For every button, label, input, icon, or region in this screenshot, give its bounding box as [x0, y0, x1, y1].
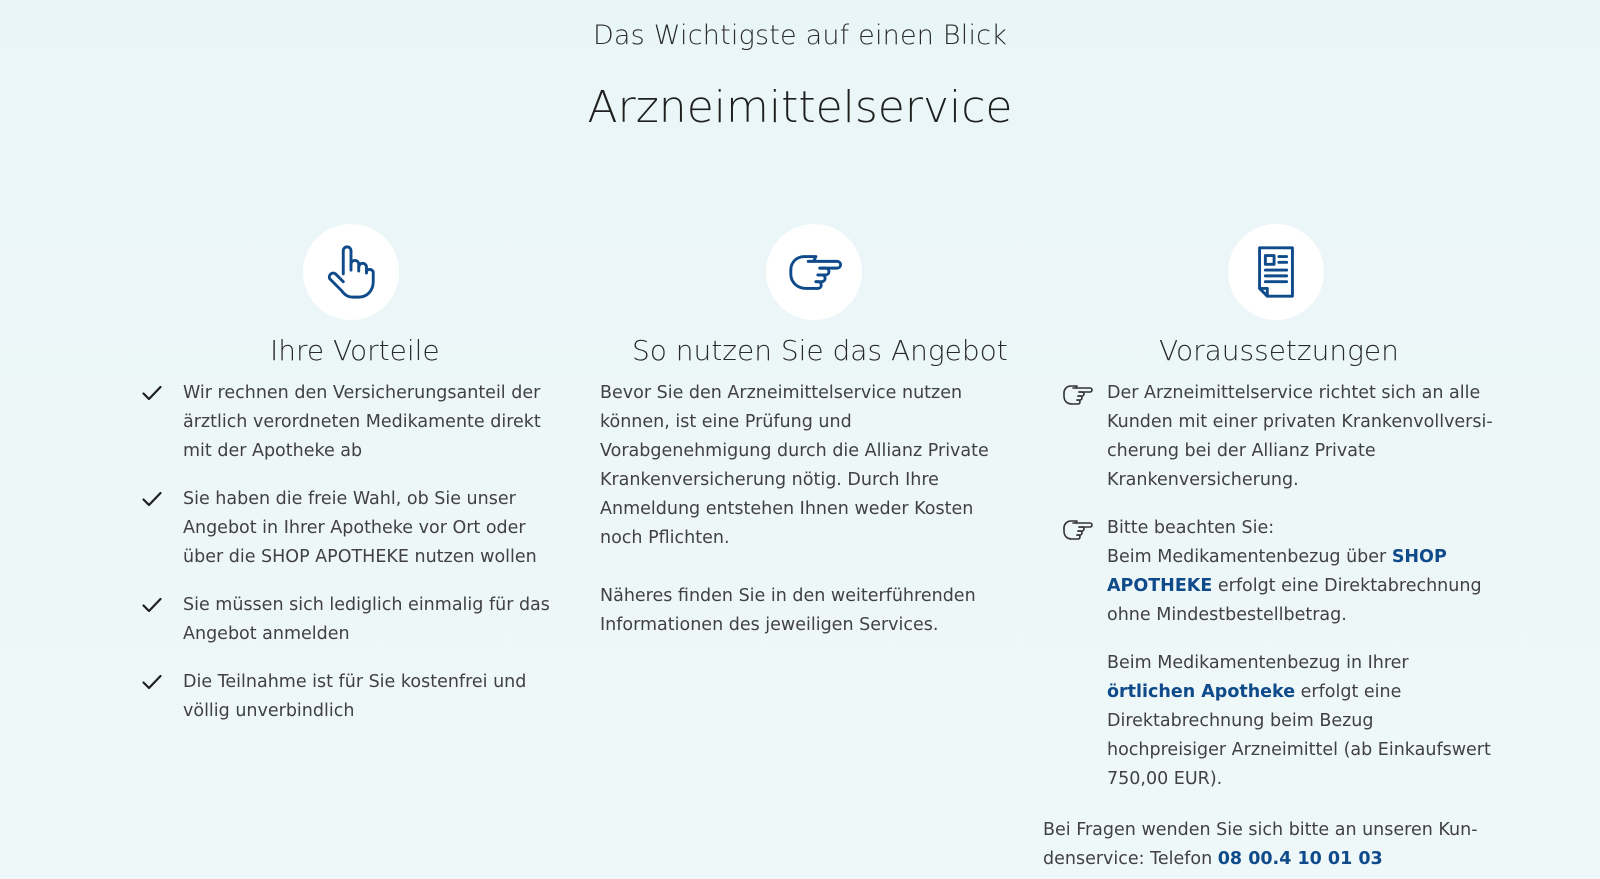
advantages-title: Ihre Vorteile [270, 334, 440, 367]
checkmark-icon [142, 385, 162, 401]
requirements-column [1043, 224, 1494, 874]
list-item [140, 591, 570, 649]
pointing-hand-icon [1062, 516, 1094, 542]
requirements-icon-circle [1228, 224, 1324, 320]
local-pharmacy-text-before: Beim Medikamentenbezug in Ihrer [1107, 653, 1409, 673]
list-item-text: Wir rechnen den Versicherungsanteil der ärztlich verordneten Medikamente direkt mit der Apotheke ab [183, 383, 541, 461]
local-pharmacy-text-after: erfolgt eine Direktabrechnung beim Bezug hochpreisiger Arzneimittel (ab Einkaufswert 750,00 EUR). [1107, 682, 1491, 789]
page-title: Arzneimittelservice [587, 82, 1013, 133]
local-pharmacy-link[interactable]: örtlichen Apotheke [1107, 682, 1296, 702]
usage-body [600, 379, 1030, 640]
pointing-right-hand-icon [785, 243, 843, 301]
checkmark-icon [142, 597, 162, 613]
contact-note [1043, 816, 1494, 874]
advantages-icon-circle [303, 224, 399, 320]
list-item-text: Sie haben die freie Wahl, ob Sie unser Angebot in Ihrer Apotheke vor Ort oder über die SHOP APOTHEKE nutzen wollen [183, 489, 537, 567]
advantages-column [140, 224, 570, 745]
list-item [140, 485, 570, 572]
list-item-text: Die Teilnahme ist für Sie kostenfrei und völlig unverbindlich [183, 672, 527, 721]
pointing-hand-icon [1062, 381, 1094, 407]
usage-paragraph-2: Näheres finden Sie in den weiterführenden Informationen des jeweiligen Services. [600, 586, 976, 635]
pointing-up-hand-icon [322, 243, 380, 301]
usage-paragraph-1: Bevor Sie den Arzneimittelservice nutzen können, ist eine Prüfung und Vorabgenehmigung durch die Allianz Private Krankenversicherung nötig. Durch Ihre Anmeldung entstehen Ihnen weder Kosten noch Pflichten. [600, 383, 989, 548]
local-pharmacy-paragraph [1107, 649, 1494, 794]
shop-apotheke-text-before: Beim Medikamentenbezug über [1107, 547, 1392, 567]
list-item [1064, 379, 1494, 495]
shop-apotheke-link[interactable]: SHOP APOTHEKE [1107, 547, 1447, 596]
advantages-list [140, 379, 570, 726]
document-icon [1247, 243, 1305, 301]
phone-link[interactable]: 08 00.4 10 01 03 [1217, 849, 1383, 869]
usage-icon-circle [766, 224, 862, 320]
requirements-list [1064, 379, 1494, 794]
shop-apotheke-paragraph [1107, 543, 1494, 630]
checkmark-icon [142, 674, 162, 690]
contact-note-text: Bei Fragen wenden Sie sich bitte an unseren Kundenservice: Telefon [1043, 820, 1478, 869]
requirement-text: Der Arzneimittelservice richtet sich an alle Kunden mit einer privaten Krankenvollversicherung bei der Allianz Private Krankenversicherung. [1107, 383, 1493, 490]
list-item [140, 668, 570, 726]
usage-title: So nutzen Sie das Angebot [632, 334, 1008, 367]
list-item [1064, 514, 1494, 794]
requirements-title: Voraussetzungen [1159, 334, 1399, 367]
checkmark-icon [142, 491, 162, 507]
shop-apotheke-text-after: erfolgt eine Direktabrechnung ohne Mindestbestellbetrag. [1107, 576, 1482, 625]
page-kicker: Das Wichtigste auf einen Blick [592, 20, 1008, 51]
notice-heading: Bitte beachten Sie: [1107, 518, 1275, 538]
usage-column [600, 224, 1030, 669]
list-item-text: Sie müssen sich lediglich einmalig für das Angebot anmelden [183, 595, 550, 644]
list-item [140, 379, 570, 466]
